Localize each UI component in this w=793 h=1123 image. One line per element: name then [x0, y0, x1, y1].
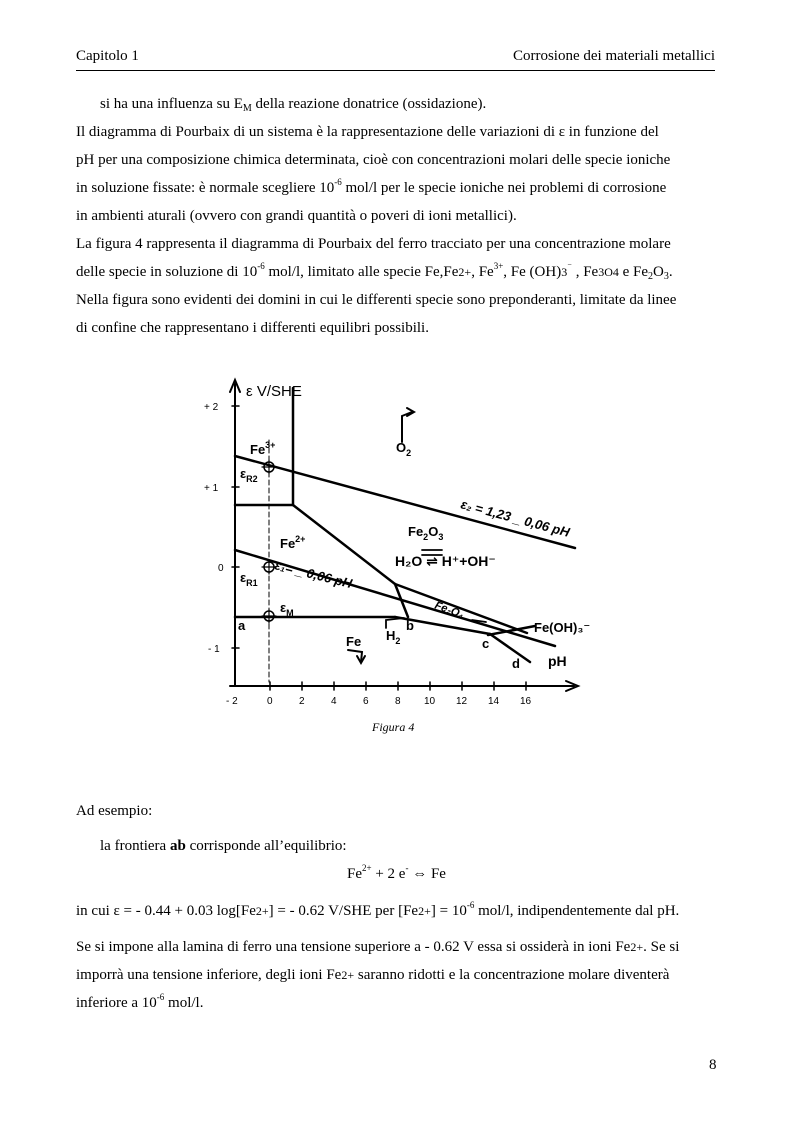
x-tick-label: 12: [456, 696, 468, 707]
h2-arrow-icon: [386, 618, 404, 628]
x-tick-label: 0: [267, 696, 273, 707]
label-er1: $\varepsilon_{R1}$: [240, 570, 258, 588]
label-point-c: c: [482, 636, 490, 651]
example-intro: Ad esempio:: [76, 803, 153, 819]
x-tick-label: 8: [395, 696, 401, 707]
x-tick-label: 6: [363, 696, 369, 707]
label-water-equilibrium: H₂O ⇌ H⁺+OH⁻: [395, 553, 496, 569]
figure-caption: Figura 4: [372, 720, 415, 734]
paragraph-line: in soluzione fissate: è normale scegliere $10^{-6}$ mol/l per le specie ioniche nei problemi di corrosione: [76, 177, 667, 196]
paragraph-line: La figura 4 rappresenta il diagramma di Pourbaix del ferro tracciato per una concentrazione molare: [76, 236, 671, 252]
paragraph-line: imporrà una tensione inferiore, degli ioni Fe2+ saranno ridotti e la concentrazione molare diventerà: [76, 967, 670, 983]
oxygen-line-e2: [235, 456, 575, 548]
label-fe2: $Fe^{2+}$: [280, 534, 306, 551]
example-line: la frontiera ab corrisponde all’equilibrio:: [100, 838, 347, 854]
x-axis-title: pH: [548, 653, 567, 669]
y-tick-label: + 2: [204, 402, 219, 413]
x-tick-label: - 2: [226, 696, 238, 707]
page-number: 8: [709, 1057, 717, 1073]
chapter-label: Capitolo 1: [76, 48, 139, 64]
label-e2-equation: ε₂ = 1,23 _ 0,06 pH: [459, 496, 572, 540]
label-point-a: a: [238, 618, 246, 633]
pourbaix-diagram: [190, 370, 590, 710]
paragraph-line: si ha una influenza su $E_M$ della reazione donatrice (ossidazione).: [100, 96, 487, 114]
y-tick-label: - 1: [208, 644, 220, 655]
x-tick-label: 2: [299, 696, 305, 707]
label-fe2o3: $Fe_2O_3$: [408, 524, 444, 542]
label-er2: $\varepsilon_{R2}$: [240, 466, 258, 484]
chapter-title: Corrosione dei materiali metallici: [512, 48, 715, 64]
y-tick-label: + 1: [204, 483, 219, 494]
paragraph-line: pH per una composizione chimica determinata, cioè con concentrazioni molari delle specie ioniche: [76, 152, 671, 168]
header-rule: [76, 70, 715, 71]
label-point-d: d: [512, 656, 520, 671]
paragraph-line: di confine che rappresentano i differenti equilibri possibili.: [76, 320, 429, 336]
x-tick-label: 14: [488, 696, 500, 707]
label-point-b: b: [406, 618, 414, 633]
paragraph-line: Nella figura sono evidenti dei domini in cui le differenti specie sono preponderanti, limitate da linee: [76, 292, 677, 308]
label-h2: $H_2$: [386, 628, 401, 646]
fe-feoh3-boundary-cd: [490, 634, 530, 662]
paragraph-line: Se si impone alla lamina di ferro una tensione superiore a - 0.62 V essa si ossiderà in ioni Fe2+. Se si: [76, 939, 680, 955]
equilibrium-equation: $Fe^{2+} + 2$ e- ⇔ Fe: [347, 863, 446, 882]
y-axis-title: ε V/SHE: [246, 383, 302, 400]
paragraph-line: in cui ε = - 0.44 + 0.03 log[Fe2+] = - 0.62 V/SHE per $[Fe2+] = 10^{-6}$ mol/l, indipendentemente dal pH.: [76, 900, 680, 919]
label-fe: Fe: [346, 634, 362, 649]
label-o2: $O_2$: [396, 440, 412, 458]
label-fe3: $Fe^{3+}$: [250, 440, 276, 457]
x-tick-label: 16: [520, 696, 532, 707]
paragraph-line: in ambienti aturali (ovvero con grandi quantità o poveri di ioni metallici).: [76, 208, 517, 224]
y-tick-label: 0: [218, 563, 224, 574]
paragraph-line: delle specie in soluzione di $10^{-6}$ mol/l, limitato alle specie Fe,Fe2+, $Fe^{3+}$, Fe (OH)3⁻ , Fe3O4 e $Fe_2O_3$.: [76, 261, 673, 282]
x-tick-label: 10: [424, 696, 436, 707]
paragraph-line: inferiore a $10^{-6}$ mol/l.: [76, 992, 204, 1011]
label-e1-equation: ε₁= _ 0,06 pH: [273, 557, 354, 592]
paragraph-line: Il diagramma di Pourbaix di un sistema è la rappresentazione delle variazioni di ε in funzione del: [76, 124, 659, 140]
label-fe2o4: Fe₂O₄: [432, 599, 466, 622]
page-header: [76, 48, 715, 68]
label-feoh3: Fe(OH)₃⁻: [534, 620, 590, 635]
x-tick-label: 4: [331, 696, 337, 707]
label-em: $\varepsilon_M$: [280, 600, 294, 618]
